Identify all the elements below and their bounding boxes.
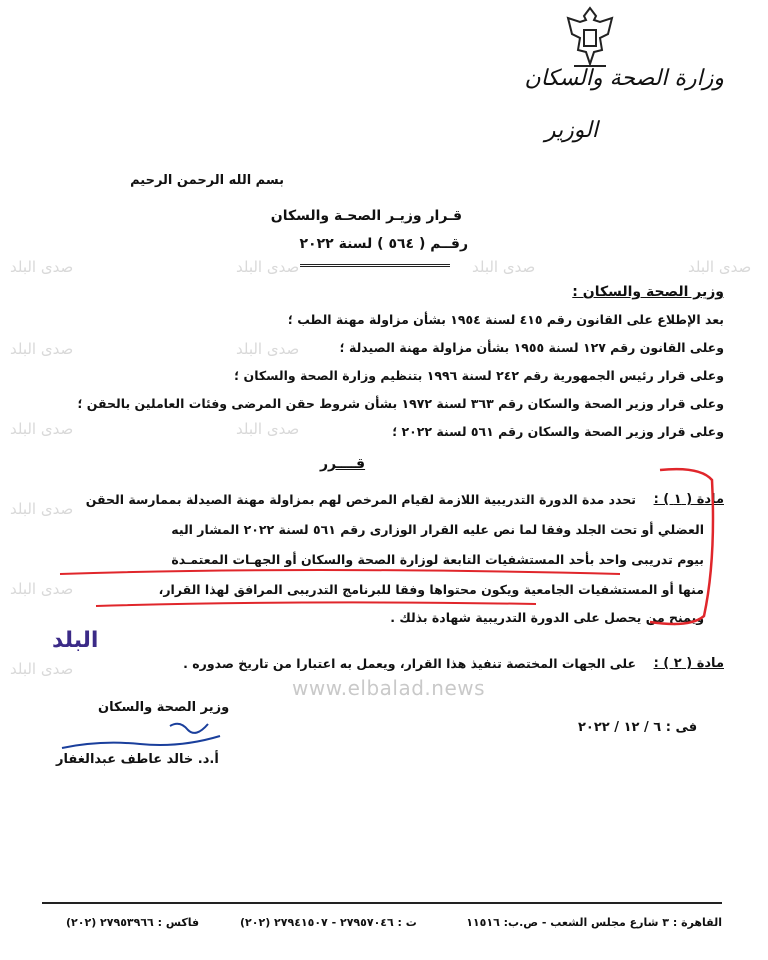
- signatory-name: أ.د. خالد عاطف عبدالغفار: [56, 752, 219, 767]
- decree-word: قــــرر: [320, 456, 366, 472]
- footer-fax: فاكس : ٢٧٩٥٣٩٦٦ (٢٠٢): [66, 916, 200, 929]
- article-2-text: على الجهات المختصة تنفيذ هذا القرار، ويعمل به اعتبارا من تاريخ صدوره .: [183, 656, 636, 671]
- recital-line: وعلى قرار رئيس الجمهورية رقم ٢٤٢ لسنة ١٩٩٦ بتنظيم وزارة الصحة والسكان ؛: [234, 368, 724, 383]
- decree-date: فى : ٦ / ١٢ / ٢٠٢٢: [578, 720, 698, 735]
- watermark-url: www.elbalad.news: [292, 676, 486, 700]
- watermark-text: صدى البلد: [236, 258, 300, 276]
- decree-number: رقــم ( ٥٦٤ ) لسنة ٢٠٢٢: [299, 236, 468, 252]
- red-bracket: [650, 469, 713, 624]
- watermark-text: صدى البلد: [10, 580, 74, 598]
- red-underline: [60, 570, 620, 574]
- watermark-text: صدى البلد: [688, 258, 752, 276]
- watermark-text: صدى البلد: [472, 258, 536, 276]
- addressee: وزير الصحة والسكان :: [572, 284, 724, 300]
- article-1-line: بيوم تدريبى واحد بأحد المستشفيات التابعة لوزارة الصحة والسكان أو الجهـات المعتمـدة: [171, 552, 704, 567]
- article-1-line: ويمنح من يحصل على الدورة التدريبية شهادة بذلك .: [390, 610, 704, 625]
- red-underline: [96, 602, 536, 606]
- footer-divider: [42, 902, 722, 904]
- article-1-line: العضلي أو تحت الجلد وفقا لما نص عليه القرار الوزارى رقم ٥٦١ لسنة ٢٠٢٢ المشار اليه: [171, 522, 704, 537]
- ministry-name: وزارة الصحة والسكان: [524, 66, 724, 91]
- watermark-text: صدى البلد: [10, 340, 74, 358]
- watermark-text: صدى البلد: [10, 258, 74, 276]
- article-1-line: منها أو المستشفيات الجامعية ويكون محتواها وفقا للبرنامج التدريبى المرافق لهذا القرار،: [158, 582, 704, 597]
- watermark-text: صدى البلد: [10, 660, 74, 678]
- article-1-label: مادة ( ١ ) :: [653, 492, 724, 507]
- recital-line: بعد الإطلاع على القانون رقم ٤١٥ لسنة ١٩٥٤ بشأن مزاولة مهنة الطب ؛: [287, 312, 724, 327]
- footer-address: القاهرة : ٣ شارع مجلس الشعب - ص.ب: ١١٥١٦: [466, 916, 722, 929]
- recital-line: وعلى قرار وزير الصحة والسكان رقم ٥٦١ لسنة ٢٠٢٢ ؛: [392, 424, 724, 439]
- watermark-text: صدى البلد: [10, 420, 74, 438]
- article-2-label: مادة ( ٢ ) :: [653, 656, 724, 671]
- article-1-line: تحدد مدة الدورة التدريبية اللازمة لقيام المرخص لهم بمزاولة مهنة الصيدلة بممارسة الحقن: [85, 492, 636, 507]
- signatory-title: وزير الصحة والسكان: [98, 700, 230, 715]
- footer-phones: ت : ٢٧٩٥٧٠٤٦ - ٢٧٩٤١٥٠٧ (٢٠٢): [240, 916, 417, 929]
- basmala: بسم الله الرحمن الرحيم: [130, 173, 284, 188]
- watermark-text: صدى البلد: [10, 500, 74, 518]
- watermark-text: صدى البلد: [236, 340, 300, 358]
- decree-title: قـرار وزيـر الصحـة والسكان: [270, 208, 462, 224]
- elbalad-logo: البلد: [52, 628, 99, 653]
- watermark-text: صدى البلد: [236, 420, 300, 438]
- recital-line: وعلى قرار وزير الصحة والسكان رقم ٣٦٣ لسنة ١٩٧٢ بشأن شروط حقن المرضى وفئات العاملين بالحقن ؛: [77, 396, 724, 411]
- recital-line: وعلى القانون رقم ١٢٧ لسنة ١٩٥٥ بشأن مزاولة مهنة الصيدلة ؛: [339, 340, 724, 355]
- minister-label: الوزير: [544, 118, 598, 143]
